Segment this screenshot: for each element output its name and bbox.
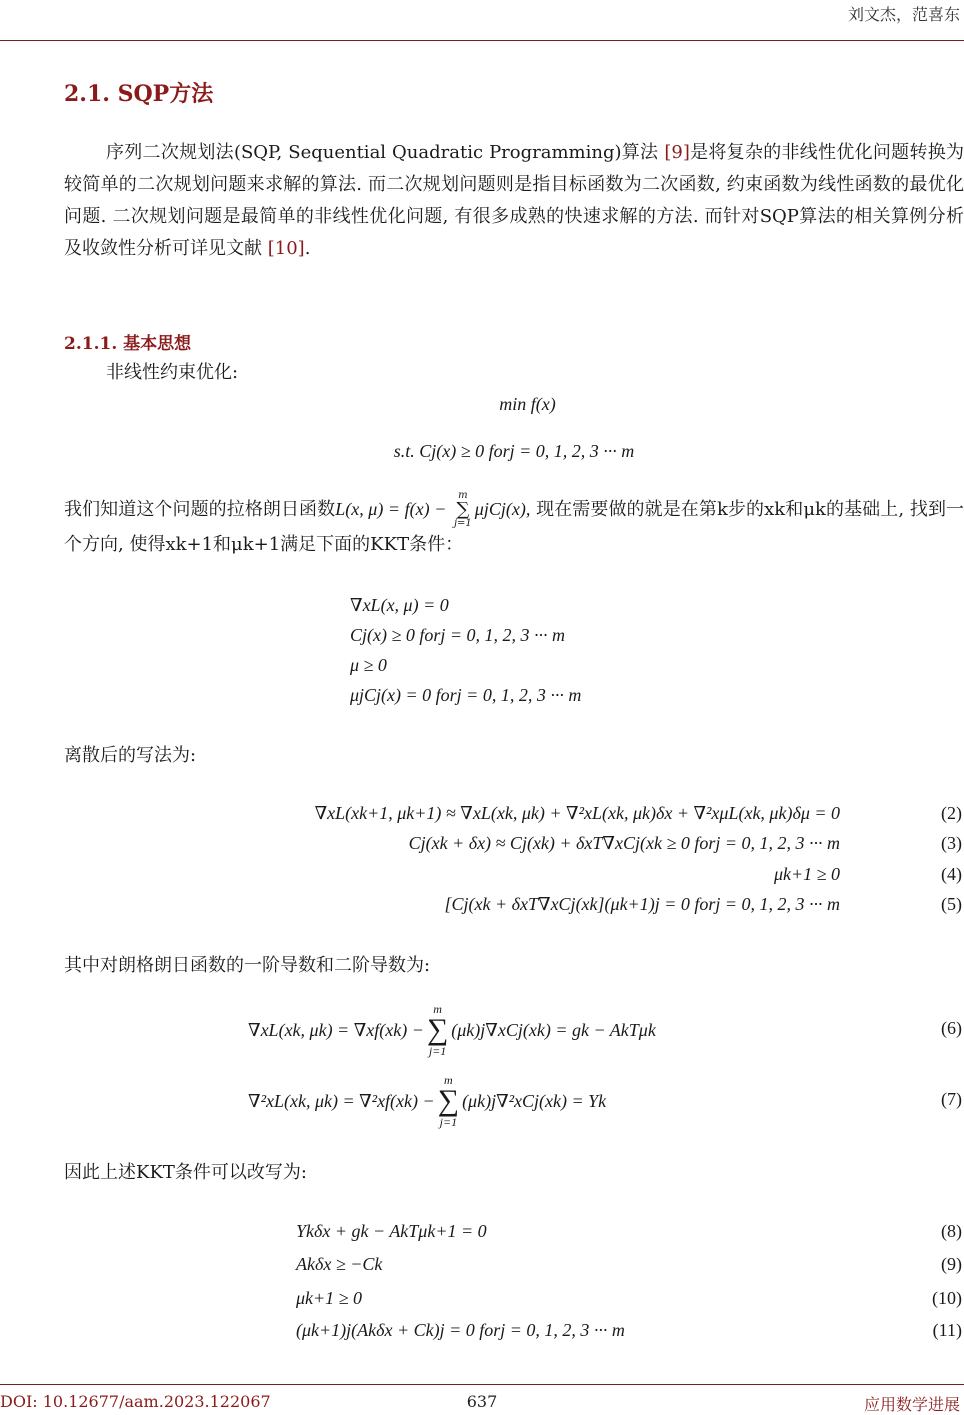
kkt-line: μjCj(x) = 0 forj = 0, 1, 2, 3 ··· m xyxy=(350,685,582,705)
footer-page-number: 637 xyxy=(466,1392,498,1411)
equation-6-lhs: ∇xL(xk, μk) = ∇xf(xk) − xyxy=(248,1019,424,1040)
kkt-conditions xyxy=(350,595,581,715)
section-title: 2.1. SQP方法 xyxy=(64,81,214,107)
equation-3: Cj(xk + δx) ≈ Cj(xk) + δxT∇xCj(xk ≥ 0 forj = 0, 1, 2, 3 ··· m xyxy=(408,833,840,853)
equation-6-rhs: (μk)j∇xCj(xk) = gk − AkTμk xyxy=(451,1019,656,1040)
equation-number: (5) xyxy=(941,894,962,914)
intro-text-a: 序列二次规划法(SQP, Sequential Quadratic Programming)算法 xyxy=(106,142,665,163)
equation-4: μk+1 ≥ 0 xyxy=(773,864,840,884)
equation-8: Ykδx + gk − AkTμk+1 = 0 xyxy=(296,1221,487,1241)
sum-lower-limit: j=1 xyxy=(439,1115,458,1129)
equation-number: (4) xyxy=(941,864,962,884)
equation-number: (8) xyxy=(941,1221,962,1241)
header-authors: 刘文杰，范喜东 xyxy=(847,5,960,24)
derivatives-label: 其中对朗格朗日函数的一阶导数和二阶导数为: xyxy=(64,955,431,976)
sum-lower-limit: j=1 xyxy=(453,518,472,529)
sum-upper-limit: m xyxy=(433,1002,442,1016)
sum-upper-limit: m xyxy=(444,1073,453,1087)
equation-number: (3) xyxy=(941,833,962,853)
equation-9: Akδx ≥ −Ck xyxy=(296,1254,383,1274)
lagrange-paragraph xyxy=(64,491,964,561)
citation-9[interactable]: [9] xyxy=(664,142,690,163)
sum-operator xyxy=(454,491,472,529)
lagrange-formula-b: μjCj(x), xyxy=(474,499,531,519)
equation-7-lhs: ∇²xL(xk, μk) = ∇²xf(xk) − xyxy=(248,1090,435,1111)
problem-label: 非线性约束优化: xyxy=(106,362,239,383)
equation-5: [Cj(xk + δxT∇xCj(xk](μk+1)j = 0 forj = 0, 1, 2, 3 ··· m xyxy=(444,894,840,914)
kkt-line: Cj(x) ≥ 0 forj = 0, 1, 2, 3 ··· m xyxy=(350,625,566,645)
footer-divider xyxy=(0,1384,964,1385)
sum-operator xyxy=(427,1003,448,1057)
equation-7 xyxy=(248,1069,606,1133)
equation-2: ∇xL(xk+1, μk+1) ≈ ∇xL(xk, μk) + ∇²xL(xk, μk)δx + ∇²xμL(xk, μk)δμ = 0 xyxy=(314,803,840,823)
sigma-symbol: ∑ xyxy=(456,499,470,520)
sum-lower-limit: j=1 xyxy=(428,1044,447,1058)
equation-number: (10) xyxy=(932,1288,962,1308)
equation-11: (μk+1)j(Akδx + Ck)j = 0 forj = 0, 1, 2, 3 ··· m xyxy=(296,1320,625,1340)
equation-10: μk+1 ≥ 0 xyxy=(296,1288,363,1308)
rewrite-label: 因此上述KKT条件可以改写为: xyxy=(64,1162,307,1183)
subsection-title: 2.1.1. 基本思想 xyxy=(64,334,192,354)
header-divider xyxy=(0,40,964,41)
equation-number: (6) xyxy=(941,1018,962,1038)
sigma-symbol: ∑ xyxy=(426,1013,449,1046)
footer-journal-link[interactable]: 应用数学进展 xyxy=(863,1395,960,1414)
discrete-label: 离散后的写法为: xyxy=(64,745,197,766)
equation-7-rhs: (μk)j∇²xCj(xk) = Yk xyxy=(462,1090,607,1111)
objective-equation: min f(x) xyxy=(499,394,556,414)
sigma-symbol: ∑ xyxy=(437,1084,460,1117)
equation-number: (11) xyxy=(932,1320,962,1340)
kkt-line: μ ≥ 0 xyxy=(350,655,387,675)
intro-paragraph xyxy=(64,137,964,265)
equation-number: (2) xyxy=(941,803,962,823)
lagrange-text-b: 现在需要做的就是在第k步的xk和μk的基础上, 找到一个方向, 使得xk+1和μk+1满足下面的KKT条件： xyxy=(64,499,964,555)
lagrange-formula-a: L(x, μ) = f(x) − xyxy=(335,499,451,519)
equation-6 xyxy=(248,998,656,1062)
sum-upper-limit: m xyxy=(458,490,468,501)
citation-10[interactable]: [10] xyxy=(267,238,305,259)
equation-number: (7) xyxy=(941,1089,962,1109)
intro-text-c: . xyxy=(304,238,311,259)
kkt-line: ∇xL(x, μ) = 0 xyxy=(350,595,449,615)
intro-text-b: 是将复杂的非线性优化问题转换为较简单的二次规划问题来求解的算法. 而二次规划问题则是指目标函数为二次函数, 约束函数为线性函数的最优化问题. 二次规划问题是最简单的非线性优化问题, 有很多成熟的快速求解的方法. 而针对SQP算法的相关算例分析及收敛性分析可详见文献 xyxy=(64,142,964,259)
equation-number: (9) xyxy=(941,1254,962,1274)
constraint-equation: s.t. Cj(x) ≥ 0 forj = 0, 1, 2, 3 ··· m xyxy=(393,441,635,461)
footer-doi-link[interactable]: DOI: 10.12677/aam.2023.122067 xyxy=(0,1392,271,1411)
sum-operator xyxy=(438,1074,459,1128)
lagrange-text-a: 我们知道这个问题的拉格朗日函数 xyxy=(64,499,336,520)
